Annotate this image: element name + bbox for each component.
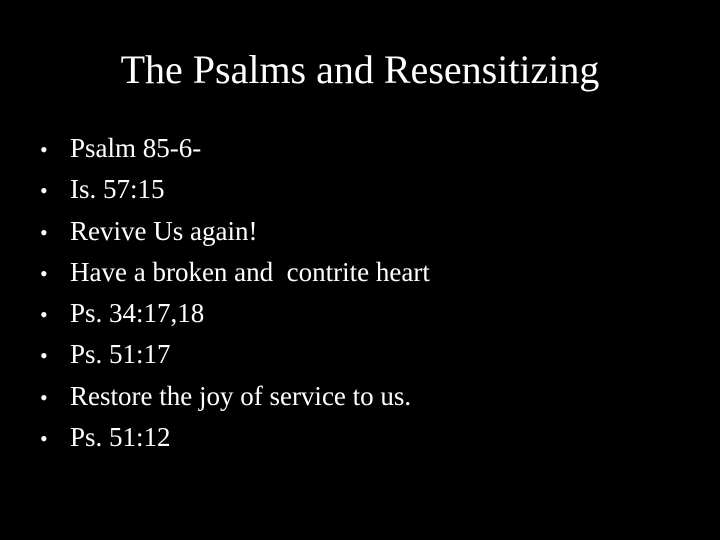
bullet-icon: • [40, 343, 48, 369]
bullet-text: Have a broken and contrite heart [70, 256, 430, 287]
bullet-text: Restore the joy of service to us. [70, 380, 412, 411]
bullet-item [40, 293, 430, 334]
bullet-item [40, 128, 430, 169]
bullet-item [40, 334, 430, 375]
bullet-item [40, 169, 430, 210]
bullet-item [40, 417, 430, 458]
bullet-item [40, 376, 430, 417]
bullet-icon: • [40, 426, 48, 452]
bullet-text: Is. 57:15 [70, 174, 165, 205]
bullet-icon: • [40, 384, 48, 410]
bullet-icon: • [40, 178, 48, 204]
bullet-icon: • [40, 302, 48, 328]
slide-title: The Psalms and Resensitizing [120, 47, 600, 92]
bullet-icon: • [40, 260, 48, 286]
bullet-text: Ps. 51:12 [70, 422, 171, 453]
bullet-text: Psalm 85-6- [70, 133, 202, 163]
bullet-item [40, 211, 430, 252]
bullet-text: Revive Us again! [70, 215, 258, 246]
bullet-text: Ps. 34:17,18 [70, 298, 205, 329]
bullet-icon: • [40, 137, 48, 162]
bullet-list [40, 128, 430, 458]
bullet-text: Ps. 51:17 [70, 339, 171, 370]
bullet-icon: • [40, 219, 48, 245]
bullet-item [40, 252, 430, 293]
